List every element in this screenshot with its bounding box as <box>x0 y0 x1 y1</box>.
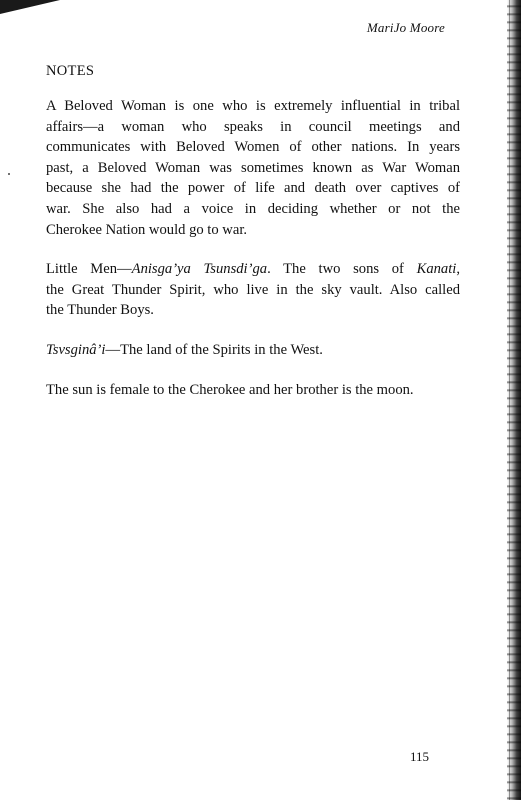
note-paragraph <box>46 259 460 321</box>
notes-heading: NOTES <box>46 63 95 79</box>
note-line <box>46 158 460 179</box>
text-run: . The two sons of <box>267 261 417 278</box>
text-run: communicates with Beloved Women of other nations. In years <box>46 139 460 156</box>
text-run: the Thunder Boys. <box>46 302 154 319</box>
note-line <box>46 117 460 138</box>
note-line <box>46 137 460 158</box>
italic-term: Anisga’ya Tsunsdi’ga <box>131 261 268 278</box>
italic-term: Tsvsginâ’i <box>46 341 106 358</box>
page-edge-shadow <box>507 0 521 800</box>
note-line <box>46 300 460 321</box>
page-number: 115 <box>410 749 430 764</box>
running-head-author: MariJo Moore <box>366 20 445 35</box>
stray-scan-mark <box>8 173 10 175</box>
text-run: A Beloved Woman is one who is extremely influential in tribal <box>46 98 460 114</box>
italic-term: Kanati <box>416 261 457 278</box>
note-paragraph <box>46 380 460 401</box>
scan-shadow-corner <box>0 0 60 14</box>
text-run: war. She also had a voice in deciding whether or not the <box>46 200 460 217</box>
text-run: because she had the power of life and death over captives of <box>46 180 460 197</box>
note-line <box>46 220 460 241</box>
note-line <box>46 340 460 361</box>
note-line <box>46 280 460 301</box>
text-run: The sun is female to the Cherokee and her brother is the moon. <box>46 381 414 398</box>
text-run: —The land of the Spirits in the West. <box>105 341 323 358</box>
note-paragraph <box>46 96 460 240</box>
note-line <box>46 259 460 280</box>
notes-body <box>46 96 460 419</box>
note-line <box>46 178 460 199</box>
text-run: , <box>456 261 460 278</box>
text-run: the Great Thunder Spirit, who live in the sky vault. Also called <box>46 281 460 298</box>
note-line <box>46 380 460 401</box>
text-run: Little Men— <box>46 261 132 278</box>
text-run: Cherokee Nation would go to war. <box>46 221 248 238</box>
text-run: affairs—a woman who speaks in council meetings and <box>46 118 460 135</box>
text-run: past, a Beloved Woman was sometimes known as War Woman <box>46 159 460 176</box>
note-line <box>46 96 460 117</box>
note-paragraph <box>46 340 460 361</box>
note-line <box>46 199 460 220</box>
